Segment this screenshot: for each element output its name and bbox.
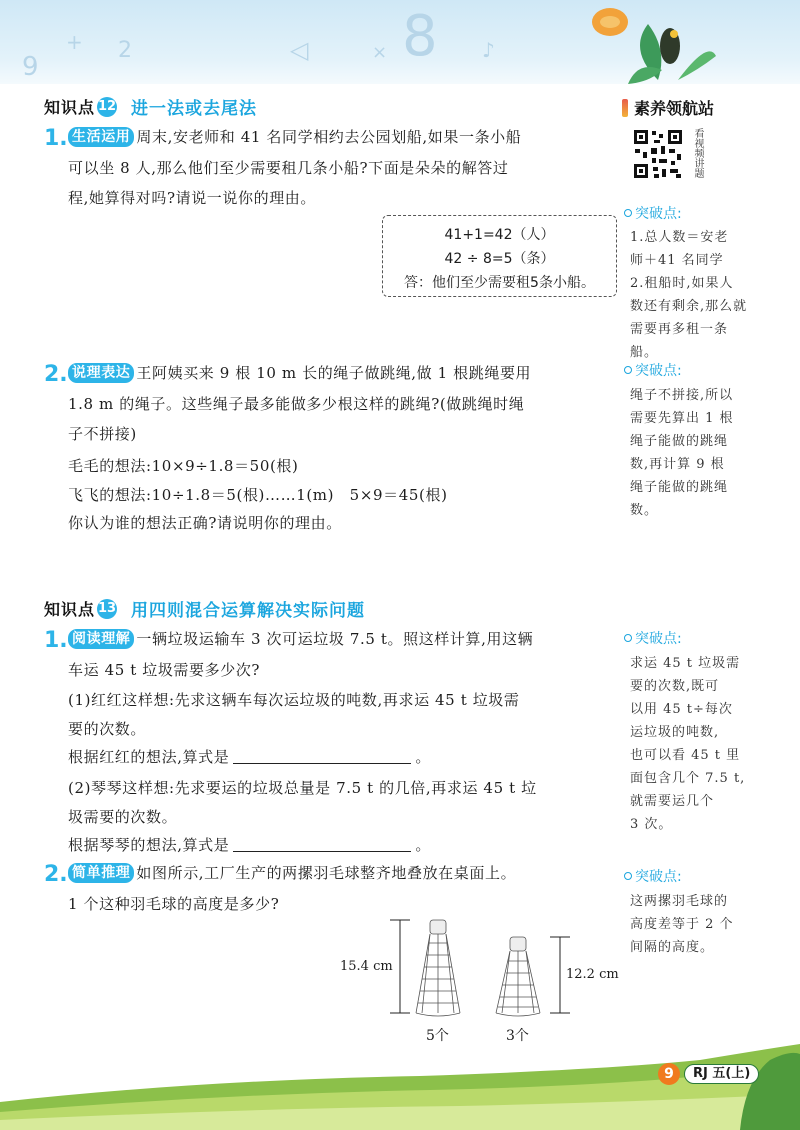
question-text: 你认为谁的想法正确?请说明你的理由。 [68,514,342,532]
question-text: (1)红红这样想:先求这辆车每次运垃圾的吨数,再求运 45 t 垃圾需 [68,691,520,709]
question-tag: 生活运用 [68,127,134,147]
question-text: 子不拼接) [68,425,137,443]
question-line [68,126,521,147]
tip-line: 3 次。 [630,817,673,832]
question-text: 车运 45 t 垃圾需要多少次? [68,661,261,679]
question-text: 飞飞的想法:10÷1.8＝5(根)……1(m) 5×9＝45(根) [68,486,448,504]
tip-heading [624,866,682,886]
edition-badge: RJ 五(上) [684,1064,759,1084]
page-number: 9 [658,1063,680,1085]
plus-doodle: + [66,30,83,54]
tip-line: 数,再计算 9 根 [630,457,725,472]
tip-text [630,226,752,364]
question-text: 如图所示,工厂生产的两摞羽毛球整齐地叠放在桌面上。 [136,864,517,882]
bullet-icon [624,634,632,642]
bullet-icon [624,366,632,374]
digit-doodle: 2 [118,38,132,63]
shuttlecock-diagram [330,915,630,1050]
answer-blank[interactable] [233,749,411,764]
section-number-badge: 13 [97,599,117,619]
tip-line: 以用 45 t÷每次 [630,702,733,717]
section-label: 知识点 [44,98,96,117]
tip-line: 1.总人数＝安老 [630,230,729,245]
tip-line: 运垃圾的吨数, [630,725,720,740]
tip-line: 要的次数,既可 [630,679,720,694]
title-marker-icon [622,99,628,117]
question-number: 1. [44,126,68,151]
solution-line: 答：他们至少需要租5条小船。 [404,275,595,291]
tip-heading [624,203,682,223]
bullet-icon [624,872,632,880]
question-text: 1 个这种羽毛球的高度是多少? [68,895,280,913]
tip-line: 也可以看 45 t 里 [630,748,741,763]
question-text: 周末,安老师和 41 名同学相约去公园划船,如果一条小船 [136,128,522,146]
question-text: 毛毛的想法:10×9÷1.8＝50(根) [68,457,299,475]
section-label: 知识点 [44,600,96,619]
qr-code-icon[interactable] [632,128,684,180]
eight-doodle: 8 [402,4,438,69]
question-text: 程,她算得对吗?请说一说你的理由。 [68,189,317,207]
tip-line: 就需要运几个 [630,794,715,809]
mascot-plants-icon [588,0,718,84]
tip-line: 绳子不拼接,所以 [630,388,734,403]
tip-line: 面包含几个 7.5 t, [630,771,746,786]
question-text: 要的次数。 [68,720,147,738]
question-text: 可以坐 8 人,那么他们至少需要租几条小船?下面是朵朵的解答过 [68,159,509,177]
tip-heading [624,360,682,380]
shuttlecock-stacks [330,915,630,1050]
qr-caption: 看视频讲题 [692,128,703,178]
tip-line: 2.租船时,如果人 [630,276,734,291]
tip-text [630,652,752,836]
question-number: 2. [44,362,68,387]
section-title: 进一法或去尾法 [131,99,258,119]
solution-line: 42 ÷ 8=5（条） [444,251,555,267]
bullet-icon [624,209,632,217]
tip-text [630,384,752,522]
question-line [68,362,531,383]
section-number-badge: 12 [97,97,117,117]
question-text: 根据琴琴的想法,算式是 [68,836,230,854]
question-text: (2)琴琴这样想:先求要运的垃圾总量是 7.5 t 的几倍,再求运 45 t 垃 [68,779,537,797]
answer-line: 根据红红的想法,算式是 。 [68,748,431,766]
answer-line: 根据琴琴的想法,算式是 。 [68,836,431,854]
triangle-doodle: ◁ [290,36,309,64]
tip-line: 绳子能做的跳绳 [630,480,729,495]
header-banner [0,0,800,84]
tip-heading-text: 突破点: [635,869,682,885]
section-title: 用四则混合运算解决实际问题 [131,601,366,621]
tip-text [630,890,752,959]
tip-heading-text: 突破点: [635,363,682,379]
tip-line: 间隔的高度。 [630,940,715,955]
question-tag: 说理表达 [68,363,134,383]
question-text: 根据红红的想法,算式是 [68,748,230,766]
left-count-label: 5个 [426,1028,449,1044]
tip-line: 数。 [630,503,659,518]
question-line [68,862,516,883]
question-tag: 简单推理 [68,863,134,883]
tip-line: 师＋41 名同学 [630,253,724,268]
note-doodle: ♪ [482,38,495,62]
times-doodle: × [372,42,388,63]
left-height-label: 15.4 cm [340,959,393,974]
tip-line: 数还有剩余,那么就 [630,299,748,314]
question-text: 一辆垃圾运输车 3 次可运垃圾 7.5 t。照这样计算,用这辆 [136,630,534,648]
tip-line: 需要再多租一条船。 [630,322,729,360]
tip-line: 需要先算出 1 根 [630,411,734,426]
tip-line: 求运 45 t 垃圾需 [630,656,741,671]
answer-blank[interactable] [233,837,411,852]
digit-doodle: 9 [22,52,39,82]
right-count-label: 3个 [506,1028,529,1044]
tip-line: 绳子能做的跳绳 [630,434,729,449]
right-height-label: 12.2 cm [566,967,619,982]
question-text: 王阿姨买来 9 根 10 m 长的绳子做跳绳,做 1 根跳绳要用 [136,364,532,382]
question-line [68,628,533,649]
tip-line: 高度差等于 2 个 [630,917,734,932]
solution-box [382,215,617,297]
question-number: 1. [44,628,68,653]
tip-heading-text: 突破点: [635,206,682,222]
tip-line: 这两摞羽毛球的 [630,894,729,909]
sidebar-title [622,96,714,119]
section-12-header [44,94,257,119]
question-text: 圾需要的次数。 [68,808,178,826]
tip-heading [624,628,682,648]
question-number: 2. [44,862,68,887]
question-text: 1.8 m 的绳子。这些绳子最多能做多少根这样的跳绳?(做跳绳时绳 [68,395,525,413]
tip-heading-text: 突破点: [635,631,682,647]
section-13-header [44,596,365,621]
sidebar-title-text: 素养领航站 [634,99,715,118]
solution-line: 41+1=42（人） [444,227,555,243]
grass-footer-decoration [0,1040,800,1130]
question-tag: 阅读理解 [68,629,134,649]
page-footer [658,1063,759,1085]
